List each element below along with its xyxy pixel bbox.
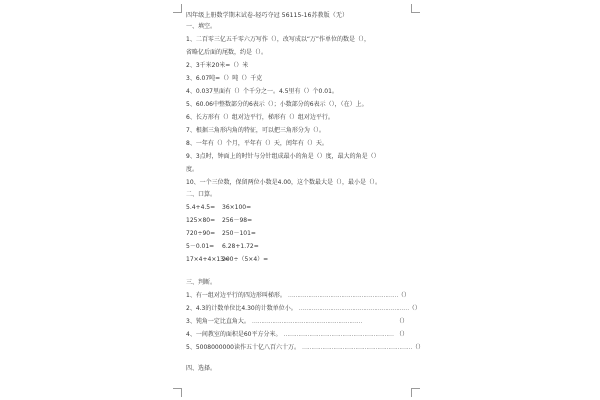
judgement-text: 1、有一组对边平行的四边形叫梯形。 (186, 292, 286, 299)
judgement-text: 4、一间教室的面积是60平方分米。 (186, 331, 282, 338)
document-body (186, 12, 425, 372)
section-heading: 四、选择。 (186, 365, 217, 372)
dot-leader: …………………………………………………… (251, 318, 362, 325)
judgement-item (186, 305, 421, 312)
calc-item: 125×80= (186, 217, 216, 224)
calc-item: 250－101= (222, 230, 256, 237)
calc-item: 720÷90= (186, 230, 216, 237)
judgement-text: 5、5008000000读作五十亿八百六十万。 (186, 344, 300, 351)
answer-bracket: （） (397, 292, 410, 299)
dot-leader: …………………………………………………… (302, 344, 412, 351)
judgement-text: 3、钝角一定比直角大。 (186, 318, 250, 325)
calc-row (186, 243, 408, 250)
calc-item: 36×100= (222, 204, 252, 211)
calc-item: 200÷（5×4）= (222, 256, 269, 263)
question-text: 8、一年有（）个月，平年有（）天，闰年有（）天。 (186, 140, 328, 147)
page-corner-mark (173, 4, 182, 13)
section-heading: 三、判断。 (186, 279, 217, 286)
question-text: 2、3千米20米=（）米 (186, 62, 249, 69)
question-text: 3、6.07吨=（）吨（）千克 (186, 75, 263, 82)
question-text: 5、60.06中整数部分的6表示（）；小数部分的6表示（），（在）上。 (186, 101, 368, 108)
calc-row (186, 204, 408, 211)
question-text: 4、0.037里面有（）个千分之一。4.5里有（）个0.01。 (186, 88, 338, 95)
answer-bracket: （） (395, 331, 408, 338)
answer-bracket: （） (408, 305, 421, 312)
judgement-item (186, 344, 425, 351)
question-text: 省略亿后面的尾数，约是（）。 (186, 49, 268, 56)
calc-row (186, 256, 408, 263)
calc-item: 17×4+4×13= (186, 256, 230, 263)
document-title: 四年级上册数学期末试卷-轻巧夺冠 56115-16苏教版（无） (186, 12, 349, 19)
page-corner-mark (411, 4, 420, 13)
calc-row (186, 217, 408, 224)
answer-bracket: （） (412, 344, 425, 351)
judgement-text: 2、4.3的计数单位比4.30的计数单位小。 (186, 305, 297, 312)
question-text: 6、长方形有（）组对边平行，梯形有（）组对边平行。 (186, 114, 334, 121)
judgement-item (186, 292, 408, 299)
section-heading: 二、口算。 (186, 191, 217, 198)
dot-leader: …………………………………………………… (298, 305, 409, 312)
question-text: 9、3点时，钟面上的时针与分针组成最小的角是（）度，最大的角是（） (186, 153, 380, 160)
judgement-item (186, 318, 408, 325)
calc-item: 256－98= (222, 217, 253, 224)
answer-bracket: （） (395, 318, 408, 325)
calc-item: 6.28+1.72= (222, 243, 259, 250)
question-text: 度。 (186, 166, 199, 173)
page-corner-mark (173, 388, 182, 397)
section-heading: 一、填空。 (186, 23, 217, 30)
dot-leader: …………………………………………………… (283, 331, 394, 338)
judgement-item (186, 331, 408, 338)
page-corner-mark (411, 388, 420, 397)
dot-leader: …………………………………………………… (287, 292, 398, 299)
question-text: 10、一个三位数，保留两位小数是4.00，这个数最大是（），最小是（）。 (186, 179, 381, 186)
calc-row (186, 230, 408, 237)
question-text: 1、二百零三亿五千零六万写作（），改写成以“万”作单位的数是（）， (186, 36, 371, 43)
question-text: 7、根据三角形内角的特征，可以把三角形分为（）。 (186, 127, 325, 134)
calc-item: 5.4+4.5= (186, 204, 216, 211)
calc-item: 5－0.01= (186, 243, 215, 250)
